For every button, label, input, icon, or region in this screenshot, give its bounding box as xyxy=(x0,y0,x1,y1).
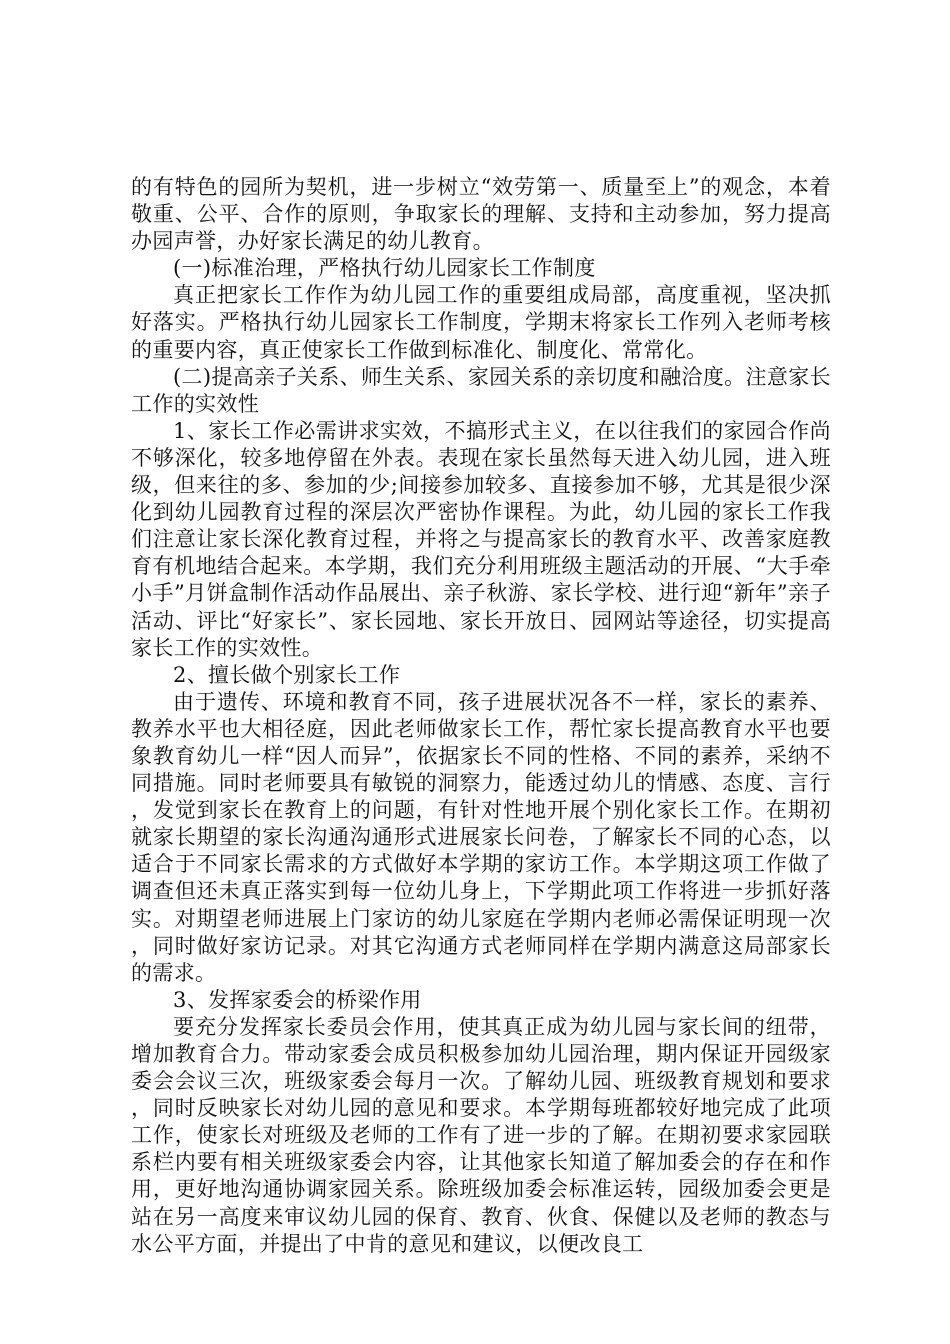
paragraph-point-3: 要充分发挥家长委员会作用，使其真正成为幼儿园与家长间的纽带，增加教育合力。带动家委会成员积极参加幼儿园治理，期内保证开园级家委会会议三次，班级家委会每月一次。了解幼儿园、班级教育规划和要求，同时反映家长对幼儿园的意见和要求。本学期每班都较好地完成了此项工作，使家长对班级及老师的工作有了进一步的了解。在期初要求家园联系栏内要有相关班级家委会内容，让其他家长知道了解加委会的存在和作用，更好地沟通协调家园关系。除班级加委会标准运转，园级加委会更是站在另一高度来审议幼儿园的保育、教育、伙食、保健以及老师的教态与水公平方面，并提出了中肯的意见和建议，以便改良工 xyxy=(131,1014,831,1256)
section-heading-2: (二)提高亲子关系、师生关系、家园关系的亲切度和融洽度。注意家长工作的实效性 xyxy=(131,364,831,416)
paragraph-point-1: 1、家长工作必需讲求实效，不搞形式主义，在以往我们的家园合作尚不够深化，较多地停留在外表。表现在家长虽然每天进入幼儿园，进入班级，但来往的多、参加的少;间接参加较多、直接参加不够，尤其是很少深化到幼儿园教育过程的深层次严密协作课程。为此，幼儿园的家长工作我们注意让家长深化教育过程，并将之与提高家长的教育水平、改善家庭教育有机地结合起来。本学期，我们充分利用班级主题活动的开展、“大手牵小手”月饼盒制作活动作品展出、亲子秋游、家长学校、进行迎“新年”亲子活动、评比“好家长”、家长园地、家长开放日、园网站等途径，切实提高家长工作的实效性。 xyxy=(131,418,831,660)
paragraph-intro-continued: 的有特色的园所为契机，进一步树立“效劳第一、质量至上”的观念，本着敬重、公平、合作的原则，争取家长的理解、支持和主动参加，努力提高办园声誉，办好家长满足的幼儿教育。 xyxy=(131,175,831,254)
document-body xyxy=(131,174,831,1258)
subheading-point-2: 2、擅长做个别家长工作 xyxy=(173,662,401,687)
paragraph-point-2: 由于遗传、环境和教育不同，孩子进展状况各不一样，家长的素养、教养水平也大相径庭，因此老师做家长工作，帮忙家长提高教育水平也要象教育幼儿一样“因人而异”，依据家长不同的性格、不同的素养，采纳不同措施。同时老师要具有敏锐的洞察力，能透过幼儿的情感、态度、言行，发觉到家长在教育上的问题，有针对性地开展个别化家长工作。在期初就家长期望的家长沟通沟通形式进展家长问卷，了解家长不同的心态，以适合于不同家长需求的方式做好本学期的家访工作。本学期这项工作做了调查但还未真正落实到每一位幼儿身上，下学期此项工作将进一步抓好落实。对期望老师进展上门家访的幼儿家庭在学期内老师必需保证明现一次，同时做好家访记录。对其它沟通方式老师同样在学期内满意这局部家长的需求。 xyxy=(131,689,831,985)
paragraph-section-1: 真正把家长工作作为幼儿园工作的重要组成局部，高度重视，坚决抓好落实。严格执行幼儿园家长工作制度，学期末将家长工作列入老师考核的重要内容，真正使家长工作做到标准化、制度化、常常化。 xyxy=(131,283,831,362)
subheading-point-3: 3、发挥家委会的桥梁作用 xyxy=(173,987,422,1012)
section-heading-1: (一)标准治理，严格执行幼儿园家长工作制度 xyxy=(173,256,596,281)
